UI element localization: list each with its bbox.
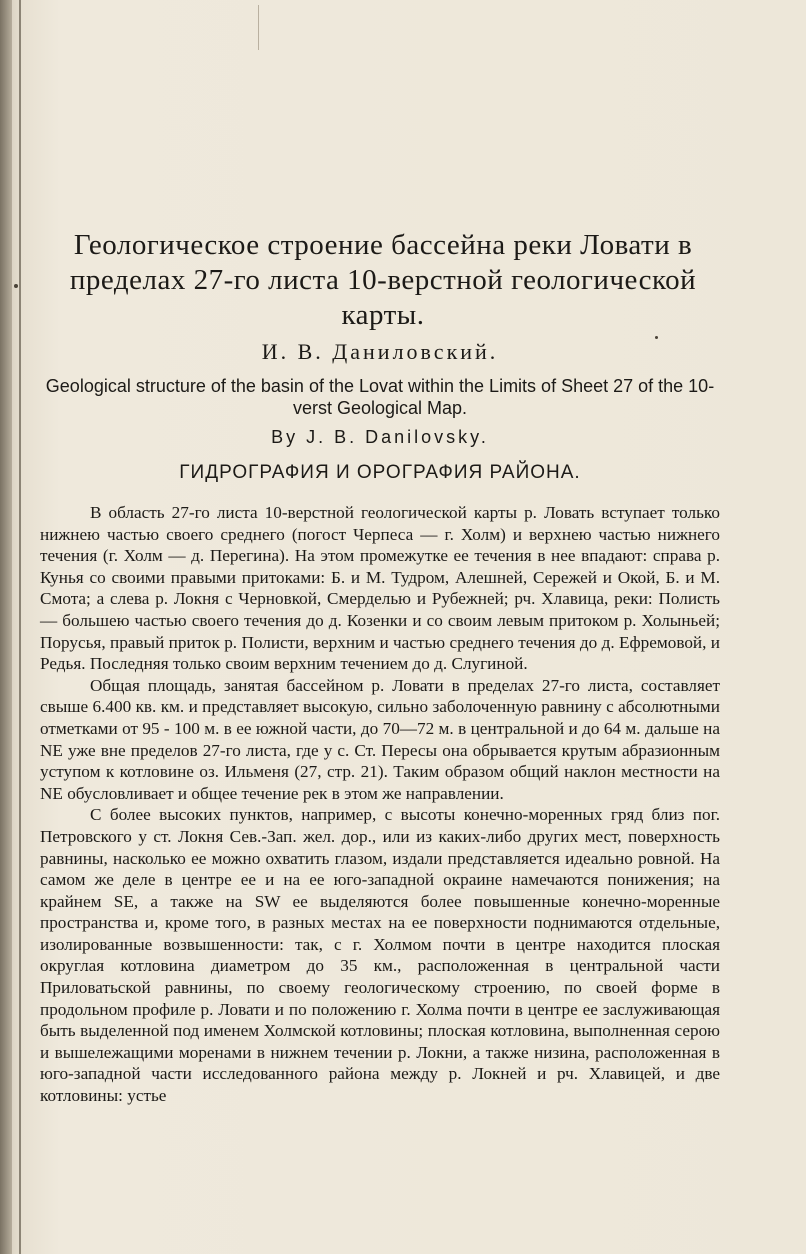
paper-fold-mark: [258, 5, 259, 50]
body-paragraph: В область 27-го листа 10-верстной геологической карты р. Ловать вступает только нижнею частью своего среднего (погост Черпеса — г. Холм) и верхнею частью нижнего течения (г. Холм — д. Перегина). На этом промежутке ее течения в нее впадают: справа р. Кунья со своими правыми притоками: Б. и М. Тудром, Алешней, Сережей и Окой, Б. и М. Смота; а слева р. Локня с Черновкой, Смерделью и Рубежней; рч. Хлавица, реки: Полисть — большею частью своего течения до д. Козенки и со своим левым притоком р. Холыньей; Порусья, правый приток р. Полисти, верхним и частью среднего течения до д. Ефремовой, и Редья. Последняя только своим верхним течением до д. Слугиной.: [40, 503, 720, 674]
body-paragraph: Общая площадь, занятая бассейном р. Ловати в пределах 27-го листа, составляет свыше 6.400 кв. км. и представляет высокую, сильно заболоченную равнину с абсолютными отметками от 95 - 100 м. в ее южной части, до 70—72 м. в центральной и до 64 м. дальше на NE уже вне пределов 27-го листа, где у с. Ст. Пересы она обрывается крутым абразионным уступом к котловине оз. Ильменя (27, стр. 21). Таким образом общий наклон местности на NE обусловливает и общее течение рек в этом же направлении.: [40, 675, 720, 803]
ink-spot: [14, 284, 18, 288]
article-title-ru: Геологическое строение бассейна реки Ловати в пределах 27-го листа 10-верстной геологической карты.: [69, 229, 697, 331]
article-author-ru: И. В. Даниловский.: [261, 339, 499, 364]
body-paragraph: С более высоких пунктов, например, с высоты конечно-моренных гряд близ пог. Петровского у ст. Локня Сев.-Зап. жел. дор., или из каких-либо других мест, поверхность равнины, насколько ее можно охватить глазом, издали представляется идеально ровной. На самом же деле в центре ее и на ее юго-западной окраине намечаются понижения; на крайнем SE, а также на SW ее выделяются более повышенные конечно-моренные пространства и, кроме того, в разных местах на ее поверхности поднимаются отдельные, изолированные возвышенности: так, с г. Холмом почти в центре находится плоская округлая котловина диаметром до 35 км., расположенная в центральной части Приловатьской равнины, по своему геологическому строению, по своей форме в продольном профиле р. Ловати и по положению г. Холма почти в центре ее заслуживающая быть выделенной под именем Холмской котловины; плоская котловина, выполненная серою и вышележащими моренами в нижнем течении р. Локни, а также низина, расположенная в юго-западной части исследованного района между р. Локней и рч. Хлавицей, и две котловины: устье: [40, 805, 720, 1106]
binding-line: [19, 0, 21, 1254]
article-body: [40, 502, 720, 1107]
binding-edge: [0, 0, 12, 1254]
section-heading: ГИДРОГРАФИЯ И ОРОГРАФИЯ РАЙОНА.: [179, 462, 581, 483]
article-author-en: By J. B. Danilovsky.: [271, 427, 489, 447]
article-title-en: Geological structure of the basin of the Lovat within the Limits of Sheet 27 of the 10-verst Geological Map.: [45, 376, 715, 418]
article: [40, 228, 720, 1107]
